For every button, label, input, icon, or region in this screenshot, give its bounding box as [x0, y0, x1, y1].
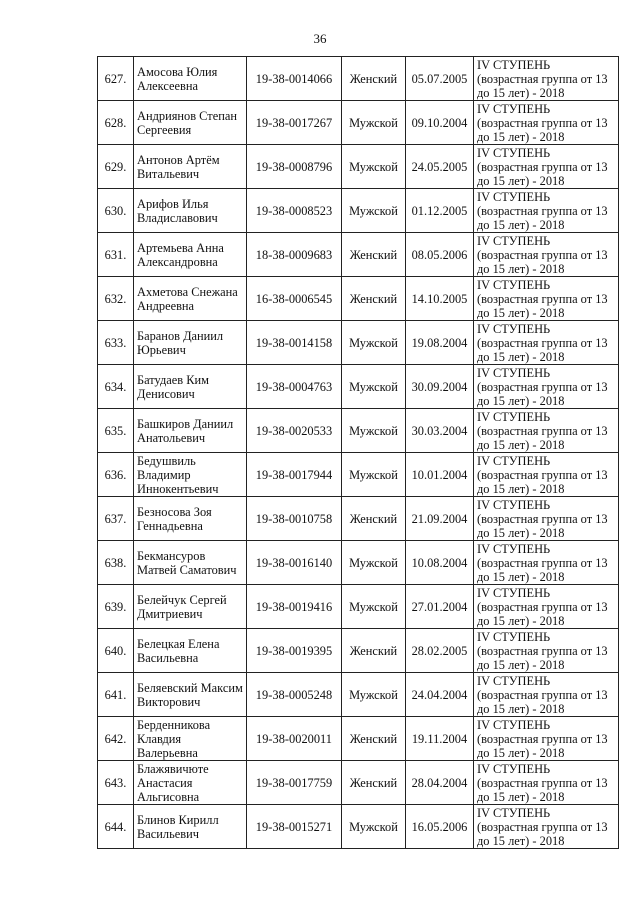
table-row — [98, 673, 619, 717]
level-line: (возрастная группа от 13 — [477, 335, 608, 350]
level-line: IV СТУПЕНЬ — [477, 629, 551, 644]
table-row — [98, 629, 619, 673]
level-line: IV СТУПЕНЬ — [477, 585, 551, 600]
id-code-cell: 19-38-0005248 — [247, 673, 342, 717]
level-cell — [474, 453, 619, 497]
level-line: (возрастная группа от 13 — [477, 115, 608, 130]
gender-cell: Мужской — [342, 453, 406, 497]
level-line: до 15 лет) - 2018 — [477, 393, 565, 408]
full-name-cell: Артемьева Анна Александровна — [134, 233, 247, 277]
level-line: (возрастная группа от 13 — [477, 731, 608, 746]
birth-date-cell: 27.01.2004 — [406, 585, 474, 629]
level-line: до 15 лет) - 2018 — [477, 481, 565, 496]
id-code-cell: 19-38-0008523 — [247, 189, 342, 233]
level-cell — [474, 541, 619, 585]
birth-date-cell: 10.01.2004 — [406, 453, 474, 497]
level-line: до 15 лет) - 2018 — [477, 569, 565, 584]
full-name-cell: Белецкая Елена Васильевна — [134, 629, 247, 673]
birth-date-cell: 19.08.2004 — [406, 321, 474, 365]
row-number-cell: 635. — [98, 409, 134, 453]
level-line: (возрастная группа от 13 — [477, 291, 608, 306]
level-cell — [474, 321, 619, 365]
records-table — [97, 56, 619, 849]
level-cell — [474, 673, 619, 717]
full-name-cell: Башкиров Даниил Анатольевич — [134, 409, 247, 453]
row-number-cell: 627. — [98, 57, 134, 101]
level-line: до 15 лет) - 2018 — [477, 833, 565, 848]
gender-cell: Женский — [342, 629, 406, 673]
birth-date-cell: 14.10.2005 — [406, 277, 474, 321]
level-line: (возрастная группа от 13 — [477, 555, 608, 570]
level-cell — [474, 409, 619, 453]
birth-date-cell: 24.04.2004 — [406, 673, 474, 717]
full-name-cell: Арифов Илья Владиславович — [134, 189, 247, 233]
level-cell — [474, 805, 619, 849]
level-line: IV СТУПЕНЬ — [477, 233, 551, 248]
records-table-body — [98, 57, 619, 849]
gender-cell: Мужской — [342, 145, 406, 189]
birth-date-cell: 01.12.2005 — [406, 189, 474, 233]
level-cell — [474, 585, 619, 629]
table-row — [98, 541, 619, 585]
gender-cell: Женский — [342, 57, 406, 101]
level-line: IV СТУПЕНЬ — [477, 541, 551, 556]
table-row — [98, 805, 619, 849]
gender-cell: Женский — [342, 497, 406, 541]
level-cell — [474, 189, 619, 233]
level-line: (возрастная группа от 13 — [477, 467, 608, 482]
level-line: (возрастная группа от 13 — [477, 247, 608, 262]
full-name-cell: Блажявичюте Анастасия Альгисовна — [134, 761, 247, 805]
row-number-cell: 629. — [98, 145, 134, 189]
birth-date-cell: 24.05.2005 — [406, 145, 474, 189]
table-row — [98, 717, 619, 761]
level-line: IV СТУПЕНЬ — [477, 497, 551, 512]
full-name-cell: Андриянов Степан Сергеевия — [134, 101, 247, 145]
level-line: IV СТУПЕНЬ — [477, 805, 551, 820]
level-line: (возрастная группа от 13 — [477, 599, 608, 614]
level-line: IV СТУПЕНЬ — [477, 57, 551, 72]
id-code-cell: 19-38-0008796 — [247, 145, 342, 189]
row-number-cell: 639. — [98, 585, 134, 629]
level-line: (возрастная группа от 13 — [477, 511, 608, 526]
gender-cell: Мужской — [342, 409, 406, 453]
table-row — [98, 453, 619, 497]
level-line: (возрастная группа от 13 — [477, 775, 608, 790]
id-code-cell: 19-38-0017944 — [247, 453, 342, 497]
full-name-cell: Бекмансуров Матвей Саматович — [134, 541, 247, 585]
level-cell — [474, 717, 619, 761]
id-code-cell: 19-38-0004763 — [247, 365, 342, 409]
gender-cell: Мужской — [342, 805, 406, 849]
row-number-cell: 636. — [98, 453, 134, 497]
gender-cell: Мужской — [342, 189, 406, 233]
table-row — [98, 761, 619, 805]
level-cell — [474, 101, 619, 145]
level-line: (возрастная группа от 13 — [477, 643, 608, 658]
table-row — [98, 57, 619, 101]
birth-date-cell: 19.11.2004 — [406, 717, 474, 761]
birth-date-cell: 30.09.2004 — [406, 365, 474, 409]
full-name-cell: Антонов Артём Витальевич — [134, 145, 247, 189]
birth-date-cell: 05.07.2005 — [406, 57, 474, 101]
level-line: IV СТУПЕНЬ — [477, 101, 551, 116]
level-line: (возрастная группа от 13 — [477, 203, 608, 218]
gender-cell: Мужской — [342, 673, 406, 717]
id-code-cell: 19-38-0015271 — [247, 805, 342, 849]
level-line: IV СТУПЕНЬ — [477, 409, 551, 424]
full-name-cell: Баранов Даниил Юрьевич — [134, 321, 247, 365]
gender-cell: Мужской — [342, 101, 406, 145]
row-number-cell: 631. — [98, 233, 134, 277]
level-line: (возрастная группа от 13 — [477, 687, 608, 702]
level-line: (возрастная группа от 13 — [477, 159, 608, 174]
level-line: до 15 лет) - 2018 — [477, 657, 565, 672]
level-cell — [474, 365, 619, 409]
birth-date-cell: 10.08.2004 — [406, 541, 474, 585]
gender-cell: Женский — [342, 233, 406, 277]
level-cell — [474, 497, 619, 541]
level-cell — [474, 145, 619, 189]
birth-date-cell: 16.05.2006 — [406, 805, 474, 849]
birth-date-cell: 28.02.2005 — [406, 629, 474, 673]
full-name-cell: Белейчук Сергей Дмитриевич — [134, 585, 247, 629]
birth-date-cell: 08.05.2006 — [406, 233, 474, 277]
full-name-cell: Амосова Юлия Алексеевна — [134, 57, 247, 101]
level-cell — [474, 57, 619, 101]
level-line: IV СТУПЕНЬ — [477, 277, 551, 292]
full-name-cell: Ахметова Снежана Андреевна — [134, 277, 247, 321]
level-line: IV СТУПЕНЬ — [477, 145, 551, 160]
full-name-cell: Безносова Зоя Геннадьевна — [134, 497, 247, 541]
table-row — [98, 585, 619, 629]
gender-cell: Женский — [342, 761, 406, 805]
level-line: (возрастная группа от 13 — [477, 819, 608, 834]
row-number-cell: 643. — [98, 761, 134, 805]
level-line: IV СТУПЕНЬ — [477, 365, 551, 380]
row-number-cell: 640. — [98, 629, 134, 673]
table-row — [98, 145, 619, 189]
level-line: до 15 лет) - 2018 — [477, 217, 565, 232]
row-number-cell: 633. — [98, 321, 134, 365]
full-name-cell: Батудаев Ким Денисович — [134, 365, 247, 409]
level-line: до 15 лет) - 2018 — [477, 349, 565, 364]
id-code-cell: 19-38-0017267 — [247, 101, 342, 145]
level-line: до 15 лет) - 2018 — [477, 701, 565, 716]
level-line: до 15 лет) - 2018 — [477, 85, 565, 100]
level-line: до 15 лет) - 2018 — [477, 613, 565, 628]
row-number-cell: 642. — [98, 717, 134, 761]
table-row — [98, 189, 619, 233]
birth-date-cell: 21.09.2004 — [406, 497, 474, 541]
table-row — [98, 497, 619, 541]
level-line: до 15 лет) - 2018 — [477, 437, 565, 452]
level-cell — [474, 277, 619, 321]
full-name-cell: Берденникова Клавдия Валерьевна — [134, 717, 247, 761]
level-cell — [474, 629, 619, 673]
level-line: (возрастная группа от 13 — [477, 423, 608, 438]
table-row — [98, 233, 619, 277]
level-line: до 15 лет) - 2018 — [477, 305, 565, 320]
id-code-cell: 19-38-0019395 — [247, 629, 342, 673]
full-name-cell: Беляевский Максим Викторович — [134, 673, 247, 717]
level-line: IV СТУПЕНЬ — [477, 717, 551, 732]
row-number-cell: 628. — [98, 101, 134, 145]
row-number-cell: 644. — [98, 805, 134, 849]
level-line: IV СТУПЕНЬ — [477, 673, 551, 688]
table-row — [98, 321, 619, 365]
gender-cell: Мужской — [342, 541, 406, 585]
level-line: IV СТУПЕНЬ — [477, 189, 551, 204]
level-line: до 15 лет) - 2018 — [477, 261, 565, 276]
level-line: до 15 лет) - 2018 — [477, 525, 565, 540]
table-row — [98, 365, 619, 409]
level-line: (возрастная группа от 13 — [477, 379, 608, 394]
table-row — [98, 409, 619, 453]
level-cell — [474, 233, 619, 277]
level-line: до 15 лет) - 2018 — [477, 789, 565, 804]
table-row — [98, 101, 619, 145]
level-cell — [474, 761, 619, 805]
gender-cell: Женский — [342, 717, 406, 761]
id-code-cell: 19-38-0019416 — [247, 585, 342, 629]
level-line: до 15 лет) - 2018 — [477, 129, 565, 144]
id-code-cell: 19-38-0017759 — [247, 761, 342, 805]
level-line: IV СТУПЕНЬ — [477, 761, 551, 776]
row-number-cell: 634. — [98, 365, 134, 409]
row-number-cell: 630. — [98, 189, 134, 233]
row-number-cell: 637. — [98, 497, 134, 541]
table-row — [98, 277, 619, 321]
gender-cell: Мужской — [342, 365, 406, 409]
gender-cell: Мужской — [342, 321, 406, 365]
full-name-cell: Бедушвиль Владимир Иннокентьевич — [134, 453, 247, 497]
full-name-cell: Блинов Кирилл Васильевич — [134, 805, 247, 849]
row-number-cell: 641. — [98, 673, 134, 717]
gender-cell: Женский — [342, 277, 406, 321]
page-number: 36 — [313, 31, 327, 46]
birth-date-cell: 30.03.2004 — [406, 409, 474, 453]
id-code-cell: 18-38-0009683 — [247, 233, 342, 277]
id-code-cell: 19-38-0020011 — [247, 717, 342, 761]
level-line: IV СТУПЕНЬ — [477, 453, 551, 468]
row-number-cell: 632. — [98, 277, 134, 321]
level-line: IV СТУПЕНЬ — [477, 321, 551, 336]
birth-date-cell: 09.10.2004 — [406, 101, 474, 145]
level-line: до 15 лет) - 2018 — [477, 745, 565, 760]
birth-date-cell: 28.04.2004 — [406, 761, 474, 805]
id-code-cell: 19-38-0014158 — [247, 321, 342, 365]
id-code-cell: 19-38-0016140 — [247, 541, 342, 585]
gender-cell: Мужской — [342, 585, 406, 629]
id-code-cell: 19-38-0014066 — [247, 57, 342, 101]
level-line: (возрастная группа от 13 — [477, 71, 608, 86]
id-code-cell: 19-38-0020533 — [247, 409, 342, 453]
id-code-cell: 16-38-0006545 — [247, 277, 342, 321]
row-number-cell: 638. — [98, 541, 134, 585]
id-code-cell: 19-38-0010758 — [247, 497, 342, 541]
level-line: до 15 лет) - 2018 — [477, 173, 565, 188]
